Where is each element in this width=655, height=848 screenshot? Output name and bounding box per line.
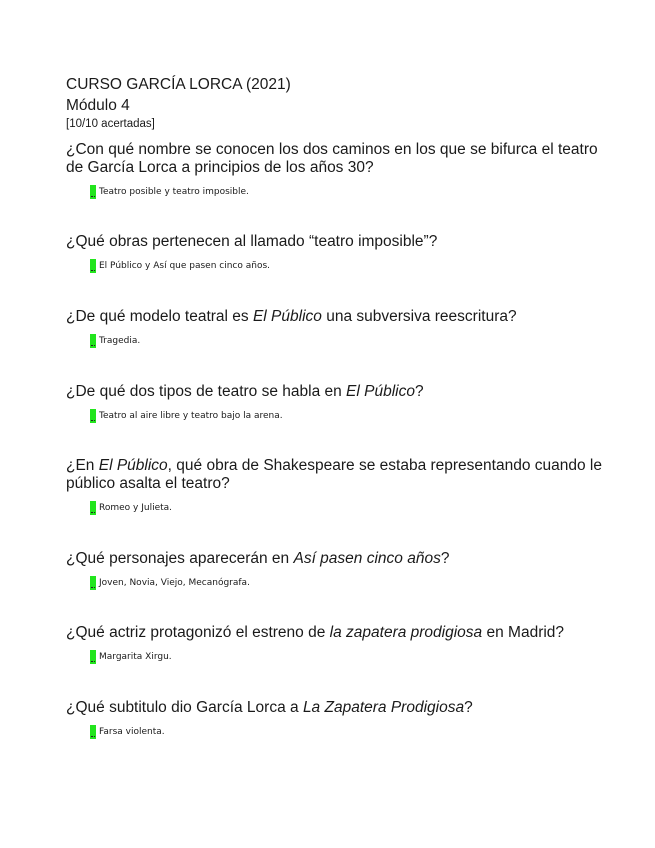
question-block [66, 550, 606, 590]
answer-text: Joven, Novia, Viejo, Mecanógrafa. [99, 578, 250, 588]
answer-text: Farsa violenta. [99, 727, 165, 737]
question-block [66, 233, 606, 273]
answer-marker-icon [90, 334, 96, 348]
question-block [66, 383, 606, 423]
module-label: Módulo 4 [66, 97, 130, 114]
answer-row [90, 650, 606, 664]
question-block [66, 624, 606, 664]
question-text: ¿Qué actriz protagonizó el estreno de la zapatera prodigiosa en Madrid? [66, 624, 565, 641]
answer-marker-icon [90, 185, 96, 199]
answer-row [90, 185, 606, 199]
answer-marker-icon [90, 725, 96, 739]
question-block [66, 457, 606, 515]
answer-row [90, 576, 606, 590]
question-text: ¿De qué modelo teatral es El Público una subversiva reescritura? [66, 308, 517, 325]
course-title: CURSO GARCÍA LORCA (2021) [66, 76, 291, 93]
question-block [66, 699, 606, 739]
question-text: ¿Con qué nombre se conocen los dos caminos en los que se bifurca el teatro de García Lorca a principios de los años 30? [66, 141, 598, 176]
question-block [66, 141, 606, 199]
answer-row [90, 725, 606, 739]
answer-row [90, 334, 606, 348]
answer-text: Teatro al aire libre y teatro bajo la arena. [99, 411, 283, 421]
answer-row [90, 409, 606, 423]
question-block [66, 308, 606, 348]
answer-marker-icon [90, 576, 96, 590]
answer-text: Tragedia. [99, 336, 141, 346]
answer-text: El Público y Así que pasen cinco años. [99, 261, 271, 271]
answer-marker-icon [90, 650, 96, 664]
question-text: ¿De qué dos tipos de teatro se habla en El Público? [66, 383, 424, 400]
question-text: ¿Qué subtitulo dio García Lorca a La Zapatera Prodigiosa? [66, 699, 473, 716]
question-text: ¿Qué obras pertenecen al llamado “teatro imposible”? [66, 233, 438, 250]
answer-text: Margarita Xirgu. [99, 652, 172, 662]
answer-text: Teatro posible y teatro imposible. [99, 187, 249, 197]
question-text: ¿En El Público, qué obra de Shakespeare se estaba representando cuando le público asalta el teatro? [66, 457, 602, 492]
answer-text: Romeo y Julieta. [99, 503, 173, 513]
question-text: ¿Qué personajes aparecerán en Así pasen cinco años? [66, 550, 450, 567]
answer-marker-icon [90, 259, 96, 273]
score-label: [10/10 acertadas] [66, 118, 155, 130]
answer-marker-icon [90, 409, 96, 423]
answer-row [90, 501, 606, 515]
answer-marker-icon [90, 501, 96, 515]
answer-row [90, 259, 606, 273]
document-header [66, 76, 626, 131]
